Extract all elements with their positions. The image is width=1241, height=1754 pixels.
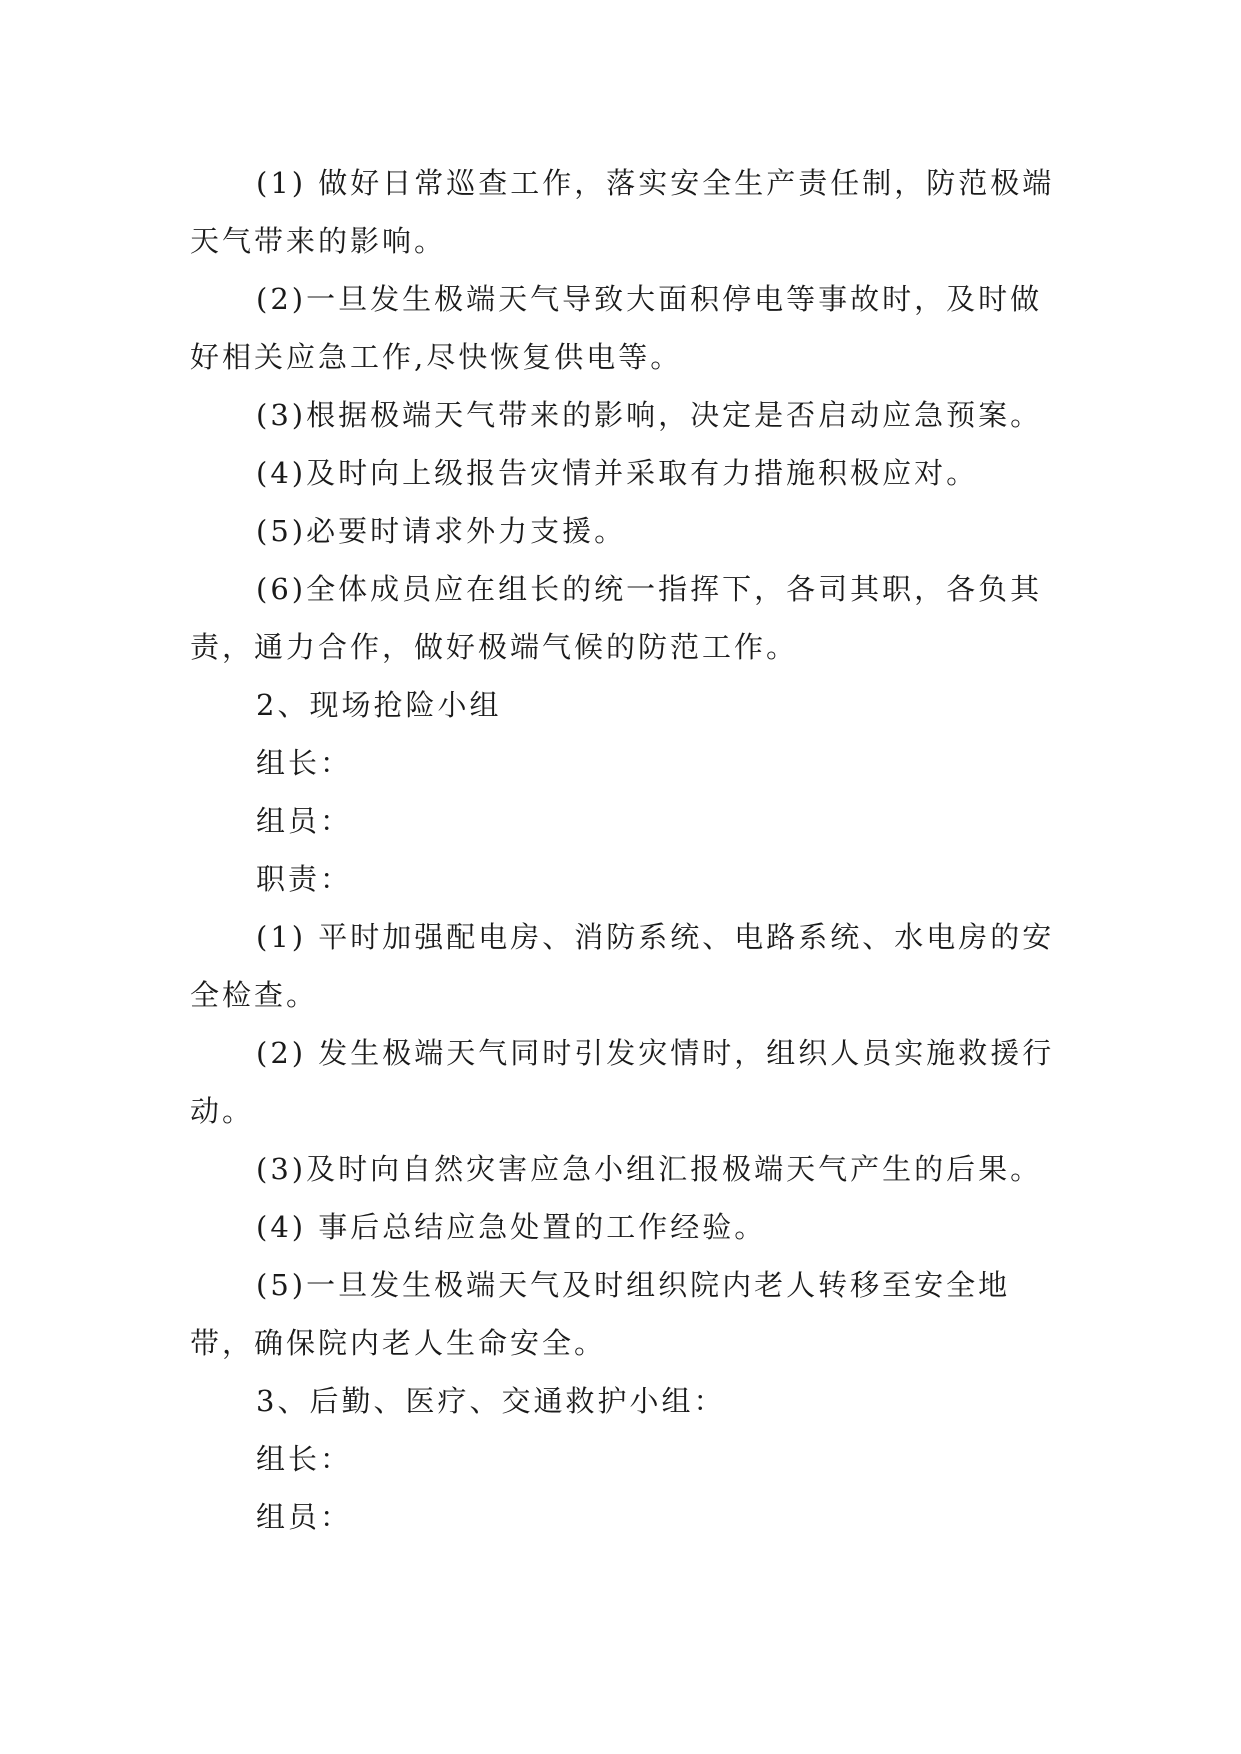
paragraph-11: (5)一旦发生极端天气及时组织院内老人转移至安全地带，确保院内老人生命安全。 xyxy=(190,1268,1011,1360)
group-leader-label-2: 组长： xyxy=(256,1442,353,1476)
group-member-label: 组员： xyxy=(256,804,353,838)
duties-label: 职责： xyxy=(256,862,353,896)
document-body xyxy=(190,154,1070,1546)
paragraph-1: (1) 做好日常巡查工作，落实安全生产责任制，防范极端天气带来的影响。 xyxy=(190,166,1055,258)
paragraph-3: (3)根据极端天气带来的影响，决定是否启动应急预案。 xyxy=(256,398,1043,432)
paragraph-5: (5)必要时请求外力支援。 xyxy=(256,514,627,548)
paragraph-10: (4) 事后总结应急处置的工作经验。 xyxy=(256,1210,767,1244)
group-member-label-2: 组员： xyxy=(256,1500,353,1534)
paragraph-8: (2) 发生极端天气同时引发灾情时，组织人员实施救援行动。 xyxy=(190,1036,1055,1128)
paragraph-2: (2)一旦发生极端天气导致大面积停电等事故时，及时做好相关应急工作,尽快恢复供电等。 xyxy=(190,282,1043,374)
section-heading-2: 2、现场抢险小组 xyxy=(256,688,502,722)
section-heading-3: 3、后勤、医疗、交通救护小组： xyxy=(256,1384,726,1418)
paragraph-4: (4)及时向上级报告灾情并采取有力措施积极应对。 xyxy=(256,456,979,490)
paragraph-9: (3)及时向自然灾害应急小组汇报极端天气产生的后果。 xyxy=(256,1152,1043,1186)
paragraph-6: (6)全体成员应在组长的统一指挥下，各司其职，各负其责，通力合作，做好极端气候的防范工作。 xyxy=(190,572,1043,664)
group-leader-label: 组长： xyxy=(256,746,353,780)
paragraph-7: (1) 平时加强配电房、消防系统、电路系统、水电房的安全检查。 xyxy=(190,920,1055,1012)
